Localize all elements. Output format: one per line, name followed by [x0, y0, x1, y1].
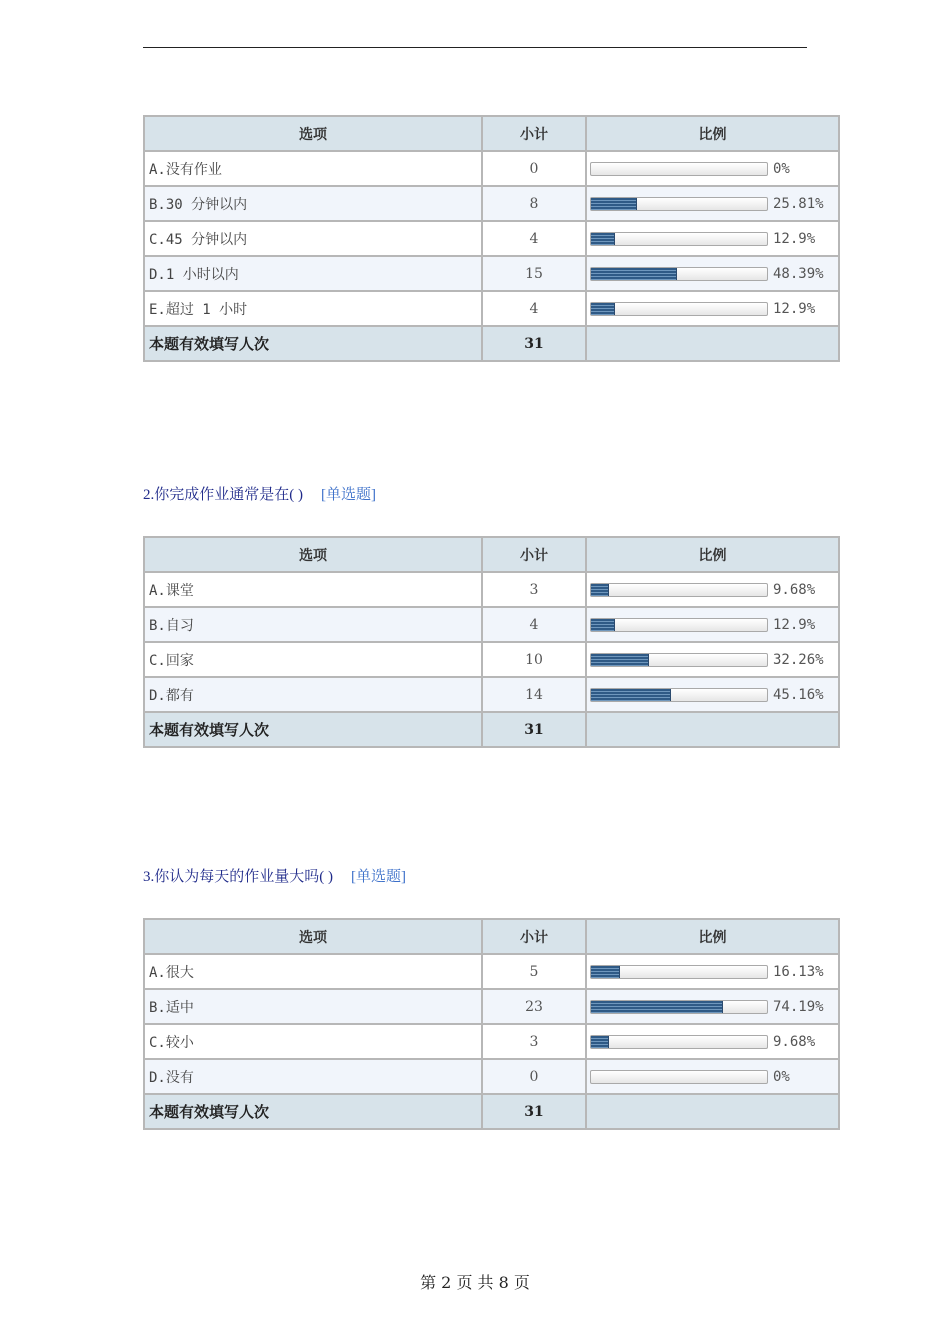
ratio-bar-fill — [591, 966, 620, 978]
option-count: 5 — [482, 954, 586, 989]
option-label: C.45 分钟以内 — [144, 221, 482, 256]
option-label: A.很大 — [144, 954, 482, 989]
count-header: 小计 — [482, 919, 586, 954]
ratio-percent: 16.13% — [773, 963, 824, 980]
total-empty-cell — [586, 1094, 839, 1129]
option-count: 0 — [482, 151, 586, 186]
option-ratio — [586, 221, 839, 256]
option-header: 选项 — [144, 919, 482, 954]
option-count: 8 — [482, 186, 586, 221]
option-label: B.自习 — [144, 607, 482, 642]
option-row — [144, 256, 839, 291]
option-row — [144, 221, 839, 256]
option-row — [144, 1024, 839, 1059]
ratio-bar-wrap — [590, 196, 838, 212]
total-empty-cell — [586, 712, 839, 747]
ratio-bar-fill — [591, 689, 671, 701]
question-2-title — [143, 483, 376, 504]
option-label: C.回家 — [144, 642, 482, 677]
option-ratio — [586, 642, 839, 677]
page-footer: 第 2 页 共 8 页 — [420, 1273, 530, 1292]
total-empty-cell — [586, 326, 839, 361]
option-count: 14 — [482, 677, 586, 712]
option-label: A.没有作业 — [144, 151, 482, 186]
option-count: 10 — [482, 642, 586, 677]
ratio-bar-fill — [591, 233, 615, 245]
ratio-bar — [590, 267, 768, 281]
question-3-title — [143, 865, 406, 886]
option-row — [144, 642, 839, 677]
option-row — [144, 572, 839, 607]
option-count: 15 — [482, 256, 586, 291]
ratio-bar — [590, 618, 768, 632]
option-ratio — [586, 256, 839, 291]
ratio-percent: 74.19% — [773, 998, 824, 1015]
option-ratio — [586, 151, 839, 186]
option-ratio — [586, 1059, 839, 1094]
ratio-bar — [590, 583, 768, 597]
option-row — [144, 989, 839, 1024]
option-row — [144, 186, 839, 221]
option-label: B.30 分钟以内 — [144, 186, 482, 221]
option-ratio — [586, 1024, 839, 1059]
ratio-header: 比例 — [586, 537, 839, 572]
option-label: B.适中 — [144, 989, 482, 1024]
ratio-bar — [590, 232, 768, 246]
ratio-bar-wrap — [590, 582, 838, 598]
option-count: 23 — [482, 989, 586, 1024]
ratio-bar-fill — [591, 619, 615, 631]
option-row — [144, 954, 839, 989]
option-ratio — [586, 677, 839, 712]
option-header: 选项 — [144, 116, 482, 151]
option-label: D.没有 — [144, 1059, 482, 1094]
question-text: 2.你完成作业通常是在( ) — [143, 487, 303, 503]
option-ratio — [586, 954, 839, 989]
option-count: 3 — [482, 572, 586, 607]
option-count: 4 — [482, 607, 586, 642]
ratio-percent: 12.9% — [773, 230, 816, 247]
option-count: 3 — [482, 1024, 586, 1059]
ratio-header: 比例 — [586, 116, 839, 151]
ratio-bar-wrap — [590, 617, 838, 633]
total-count: 31 — [482, 712, 586, 747]
total-label: 本题有效填写人次 — [144, 712, 482, 747]
ratio-percent: 45.16% — [773, 686, 824, 703]
question-3-table — [143, 918, 840, 1130]
ratio-bar — [590, 653, 768, 667]
ratio-percent: 12.9% — [773, 300, 816, 317]
question-type: [单选题] — [321, 487, 376, 503]
ratio-bar-fill — [591, 584, 609, 596]
option-count: 4 — [482, 221, 586, 256]
total-label: 本题有效填写人次 — [144, 326, 482, 361]
question-1-table — [143, 115, 840, 362]
ratio-bar — [590, 197, 768, 211]
ratio-bar-fill — [591, 268, 677, 280]
option-row — [144, 291, 839, 326]
ratio-bar — [590, 1000, 768, 1014]
ratio-bar — [590, 1035, 768, 1049]
ratio-bar-wrap — [590, 652, 838, 668]
ratio-percent: 32.26% — [773, 651, 824, 668]
question-text: 3.你认为每天的作业量大吗( ) — [143, 869, 333, 885]
ratio-percent: 25.81% — [773, 195, 824, 212]
ratio-bar-fill — [591, 654, 649, 666]
ratio-percent: 9.68% — [773, 1033, 816, 1050]
option-row — [144, 1059, 839, 1094]
ratio-percent: 48.39% — [773, 265, 824, 282]
ratio-bar-wrap — [590, 161, 838, 177]
ratio-bar — [590, 965, 768, 979]
question-2-table — [143, 536, 840, 748]
ratio-bar — [590, 162, 768, 176]
ratio-bar-fill — [591, 303, 615, 315]
option-ratio — [586, 607, 839, 642]
count-header: 小计 — [482, 116, 586, 151]
option-label: D.1 小时以内 — [144, 256, 482, 291]
option-header: 选项 — [144, 537, 482, 572]
total-row — [144, 326, 839, 361]
ratio-bar-fill — [591, 198, 637, 210]
option-count: 4 — [482, 291, 586, 326]
option-ratio — [586, 291, 839, 326]
ratio-percent: 0% — [773, 160, 790, 177]
header-rule — [143, 47, 807, 48]
ratio-bar-fill — [591, 1036, 609, 1048]
total-row — [144, 712, 839, 747]
ratio-bar-wrap — [590, 687, 838, 703]
ratio-bar-wrap — [590, 301, 838, 317]
option-ratio — [586, 186, 839, 221]
ratio-bar-wrap — [590, 231, 838, 247]
ratio-bar — [590, 302, 768, 316]
option-label: E.超过 1 小时 — [144, 291, 482, 326]
ratio-bar-wrap — [590, 964, 838, 980]
option-label: C.较小 — [144, 1024, 482, 1059]
option-ratio — [586, 572, 839, 607]
ratio-bar-wrap — [590, 1069, 838, 1085]
ratio-bar-fill — [591, 1001, 723, 1013]
ratio-bar — [590, 1070, 768, 1084]
option-row — [144, 151, 839, 186]
ratio-bar — [590, 688, 768, 702]
total-count: 31 — [482, 1094, 586, 1129]
ratio-percent: 0% — [773, 1068, 790, 1085]
option-row — [144, 607, 839, 642]
count-header: 小计 — [482, 537, 586, 572]
total-count: 31 — [482, 326, 586, 361]
ratio-header: 比例 — [586, 919, 839, 954]
option-label: D.都有 — [144, 677, 482, 712]
total-row — [144, 1094, 839, 1129]
option-label: A.课堂 — [144, 572, 482, 607]
option-ratio — [586, 989, 839, 1024]
ratio-bar-wrap — [590, 1034, 838, 1050]
option-count: 0 — [482, 1059, 586, 1094]
ratio-percent: 9.68% — [773, 581, 816, 598]
question-type: [单选题] — [351, 869, 406, 885]
ratio-bar-wrap — [590, 266, 838, 282]
total-label: 本题有效填写人次 — [144, 1094, 482, 1129]
ratio-percent: 12.9% — [773, 616, 816, 633]
ratio-bar-wrap — [590, 999, 838, 1015]
option-row — [144, 677, 839, 712]
